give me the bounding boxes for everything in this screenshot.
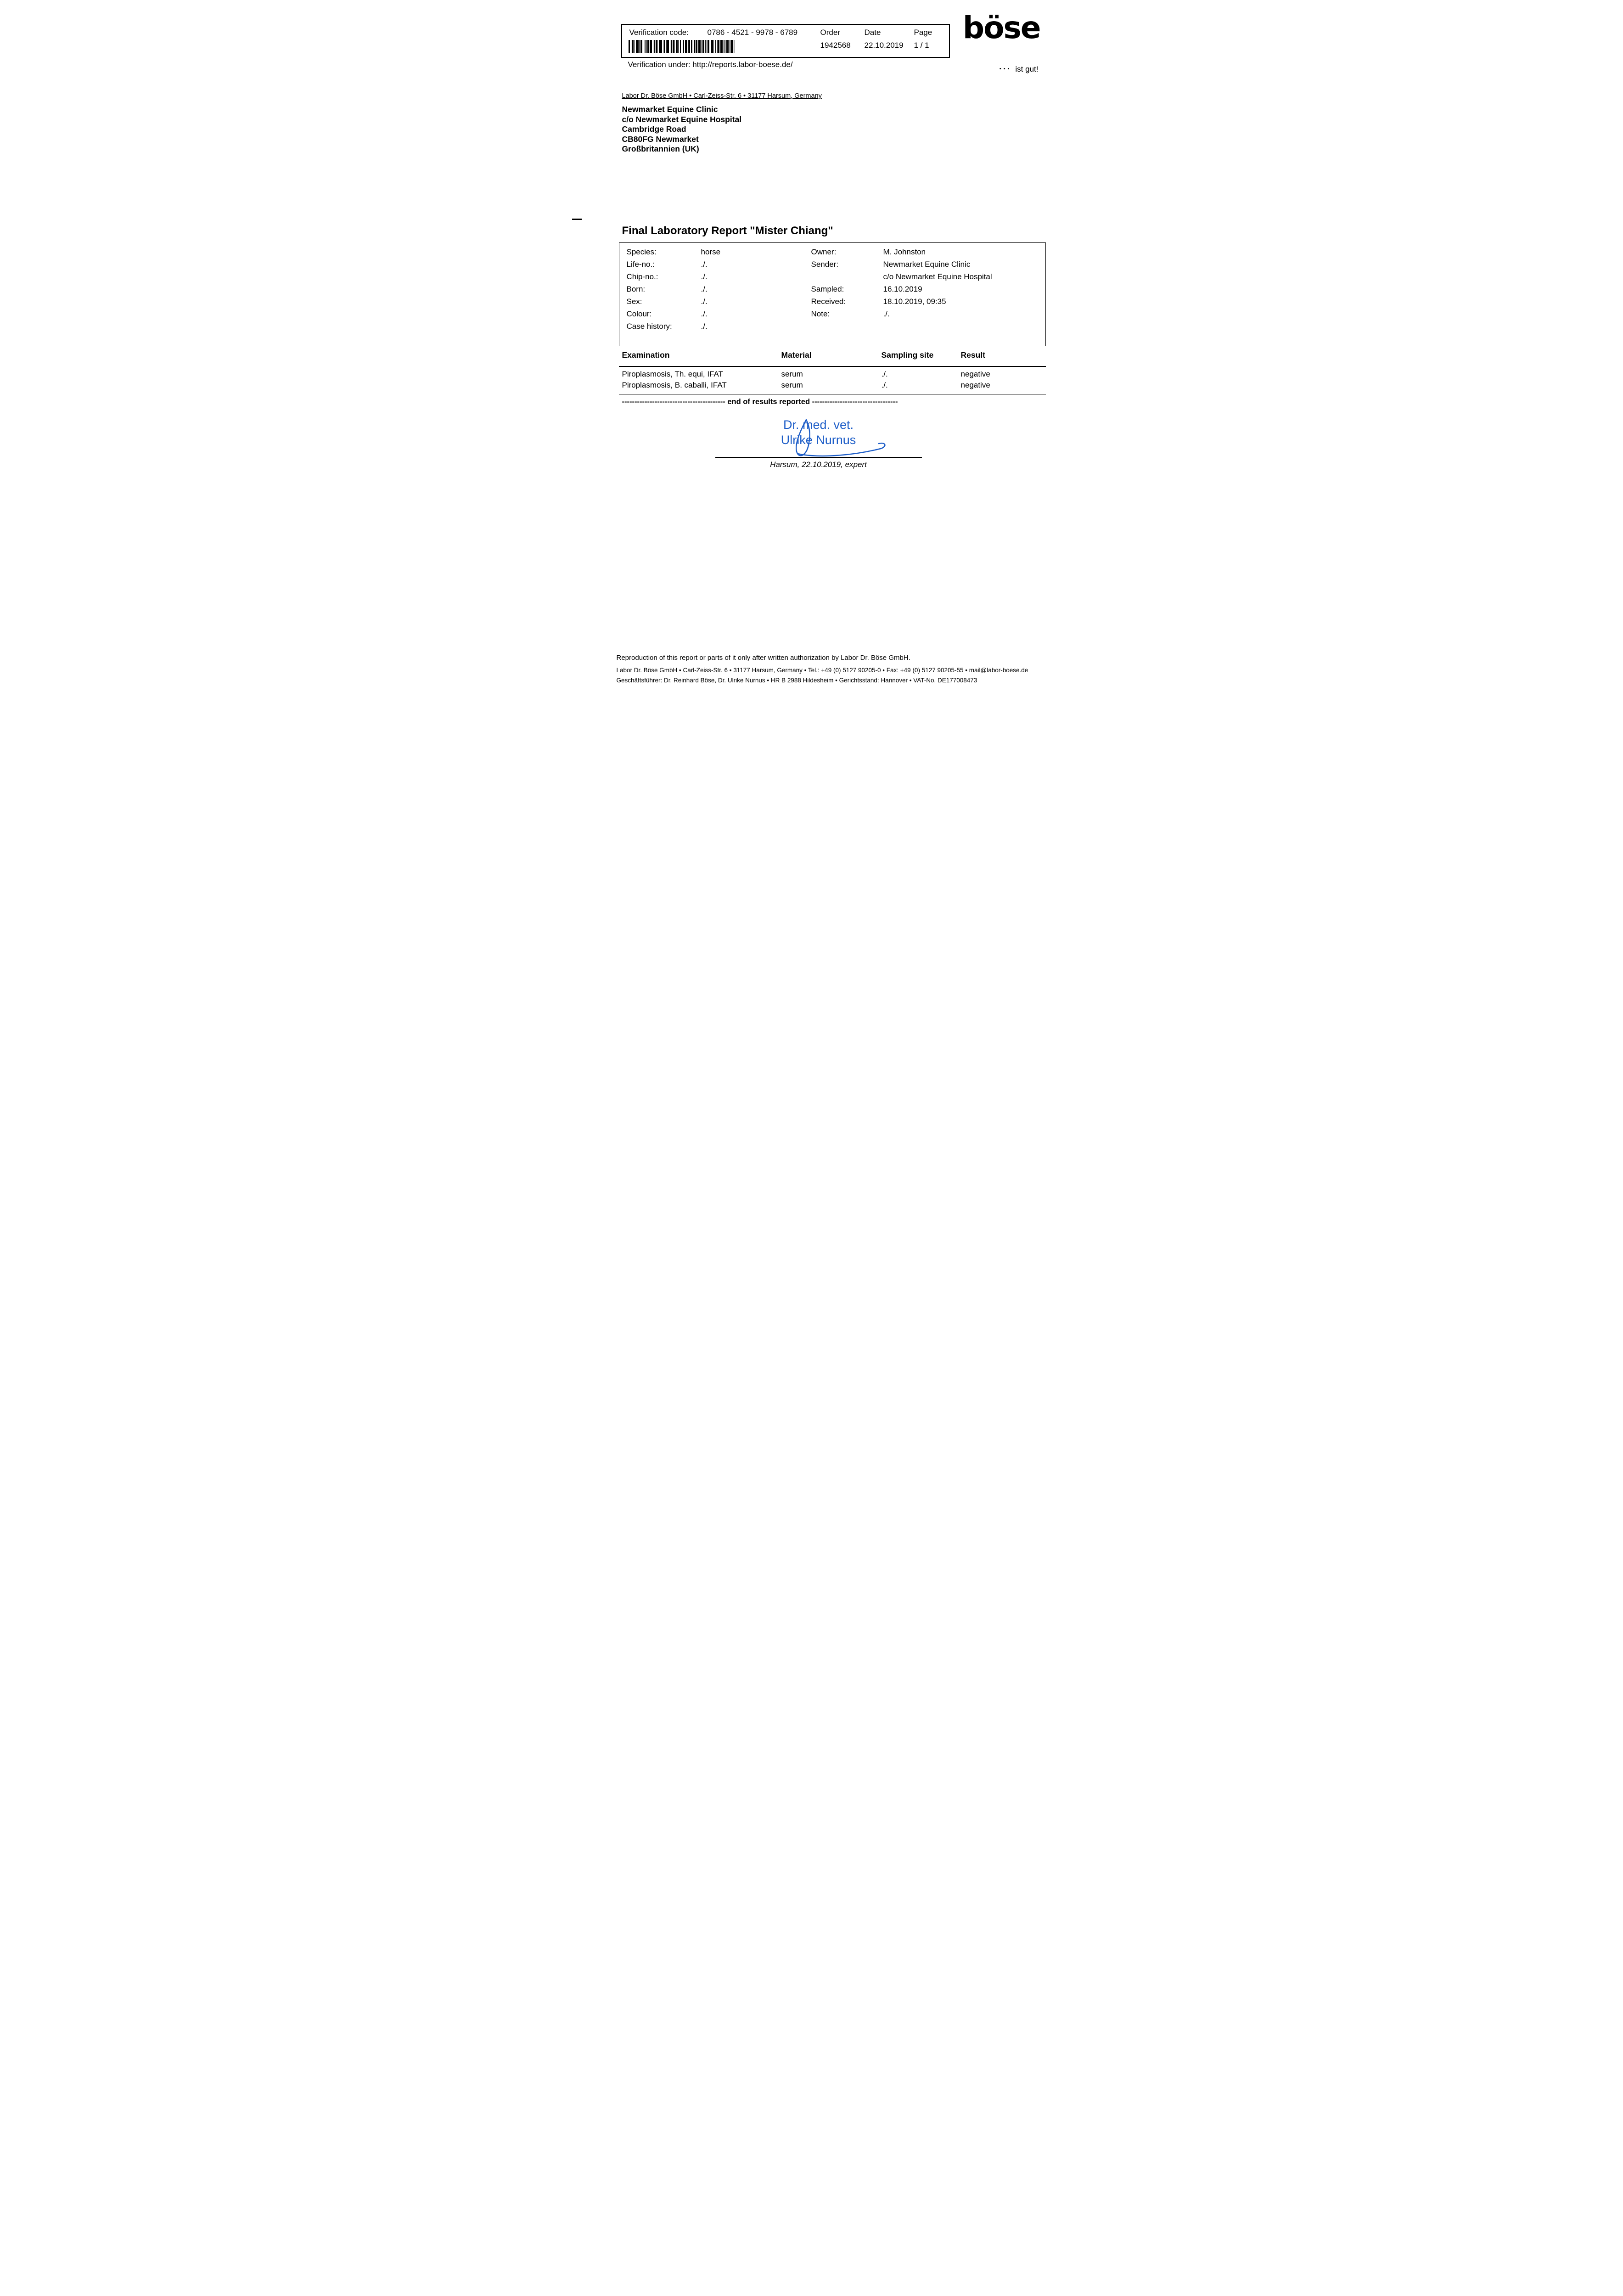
page-label: Page	[914, 28, 932, 37]
footer-reproduction-notice: Reproduction of this report or parts of it only after written authorization by Labor Dr. Böse GmbH.	[616, 654, 910, 662]
sampling-site-cell: ./.	[881, 370, 888, 378]
note-value: ./.	[883, 310, 890, 318]
material-cell: serum	[781, 370, 803, 378]
footer-legal-line: Geschäftsführer: Dr. Reinhard Böse, Dr. Ulrike Nurnus • HR B 2988 Hildesheim • Gerichtsstand: Hannover • VAT-No. DE177008473	[616, 677, 977, 684]
info-row	[627, 285, 806, 297]
info-row	[627, 322, 806, 334]
sex-label: Sex:	[626, 297, 642, 306]
sampled-label: Sampled:	[811, 285, 844, 293]
material-cell: serum	[781, 381, 803, 389]
born-label: Born:	[626, 285, 646, 293]
addressee-line: Newmarket Equine Clinic	[622, 105, 718, 114]
owner-label: Owner:	[811, 248, 837, 256]
end-of-results-line: ----------------------------------------- end of results reported ----------------------------------	[622, 398, 898, 406]
info-row	[811, 297, 1041, 310]
logo-tagline-text: ist gut!	[1015, 65, 1039, 73]
life-no-label: Life-no.:	[626, 260, 655, 269]
info-row	[811, 272, 1041, 285]
fold-mark	[572, 219, 582, 220]
column-header-material: Material	[781, 350, 812, 360]
lab-sender-line: Labor Dr. Böse GmbH • Carl-Zeiss-Str. 6 • 31177 Harsum, Germany	[622, 92, 822, 100]
barcode	[629, 40, 735, 53]
header-divider-line	[619, 366, 1046, 367]
date-label: Date	[864, 28, 881, 37]
logo-tagline	[1000, 65, 1039, 74]
info-row	[811, 248, 1041, 260]
info-row	[811, 285, 1041, 297]
species-label: Species:	[626, 248, 657, 256]
life-no-value: ./.	[701, 260, 708, 269]
addressee-line: CB80FG Newmarket	[622, 134, 699, 144]
handwritten-signature	[761, 412, 894, 461]
colour-label: Colour:	[626, 310, 652, 318]
addressee-line: Großbritannien (UK)	[622, 144, 699, 153]
column-header-sampling-site: Sampling site	[881, 350, 934, 360]
sampling-site-cell: ./.	[881, 381, 888, 389]
info-row	[811, 310, 1041, 322]
column-header-examination: Examination	[622, 350, 670, 360]
sender-label: Sender:	[811, 260, 839, 269]
table-row	[619, 370, 1046, 382]
date-value: 22.10.2019	[864, 41, 904, 50]
column-header-result: Result	[960, 350, 985, 360]
verification-box	[621, 24, 950, 58]
chip-no-value: ./.	[701, 272, 708, 281]
received-label: Received:	[811, 297, 846, 306]
verification-url: Verification under: http://reports.labor-boese.de/	[628, 60, 793, 69]
table-row	[619, 381, 1046, 393]
colour-value: ./.	[701, 310, 708, 318]
results-header-row	[619, 350, 1046, 362]
signature-rule	[715, 457, 922, 458]
case-history-value: ./.	[701, 322, 708, 331]
examination-cell: Piroplasmosis, Th. equi, IFAT	[622, 370, 723, 378]
info-row	[627, 248, 806, 260]
result-cell: negative	[960, 381, 990, 389]
chip-no-label: Chip-no.:	[626, 272, 658, 281]
signature-caption: Harsum, 22.10.2019, expert	[770, 460, 867, 469]
sampled-value: 16.10.2019	[883, 285, 922, 293]
case-history-label: Case history:	[626, 322, 672, 331]
addressee-line: c/o Newmarket Equine Hospital	[622, 114, 742, 124]
info-row	[627, 272, 806, 285]
footer-contact-line: Labor Dr. Böse GmbH • Carl-Zeiss-Str. 6 • 31177 Harsum, Germany • Tel.: +49 (0) 5127 90205-0 • Fax: +49 (0) 5127 90205-55 • mail@labor-boese.de	[616, 667, 1028, 674]
received-value: 18.10.2019, 09:35	[883, 297, 946, 306]
boese-logo: böse	[962, 10, 1040, 45]
order-label: Order	[820, 28, 840, 37]
addressee-block	[622, 105, 742, 154]
patient-info-box	[619, 242, 1046, 346]
lab-report-page	[559, 0, 1064, 715]
species-value: horse	[701, 248, 721, 256]
patient-info-left-column	[627, 248, 806, 334]
verification-code-value: 0786 - 4521 - 9978 - 6789	[707, 28, 798, 37]
note-label: Note:	[811, 310, 830, 318]
page-value: 1 / 1	[914, 41, 929, 50]
report-title: Final Laboratory Report "Mister Chiang"	[622, 225, 833, 237]
examination-cell: Piroplasmosis, B. caballi, IFAT	[622, 381, 727, 389]
addressee-line: Cambridge Road	[622, 124, 686, 134]
sex-value: ./.	[701, 297, 708, 306]
info-row	[627, 260, 806, 272]
sender-value-line-2: c/o Newmarket Equine Hospital	[883, 272, 992, 281]
patient-info-right-column	[811, 248, 1041, 322]
owner-value: M. Johnston	[883, 248, 926, 256]
signer-name: Ulrike Nurnus	[781, 433, 856, 447]
result-cell: negative	[960, 370, 990, 378]
logo-dots-icon: •••	[999, 66, 1012, 72]
sender-value: Newmarket Equine Clinic	[883, 260, 971, 269]
info-row	[627, 297, 806, 310]
born-value: ./.	[701, 285, 708, 293]
info-row	[627, 310, 806, 322]
info-row	[811, 260, 1041, 272]
order-value: 1942568	[820, 41, 851, 50]
verification-code-label: Verification code:	[629, 28, 689, 37]
signer-title: Dr. med. vet.	[783, 418, 854, 432]
